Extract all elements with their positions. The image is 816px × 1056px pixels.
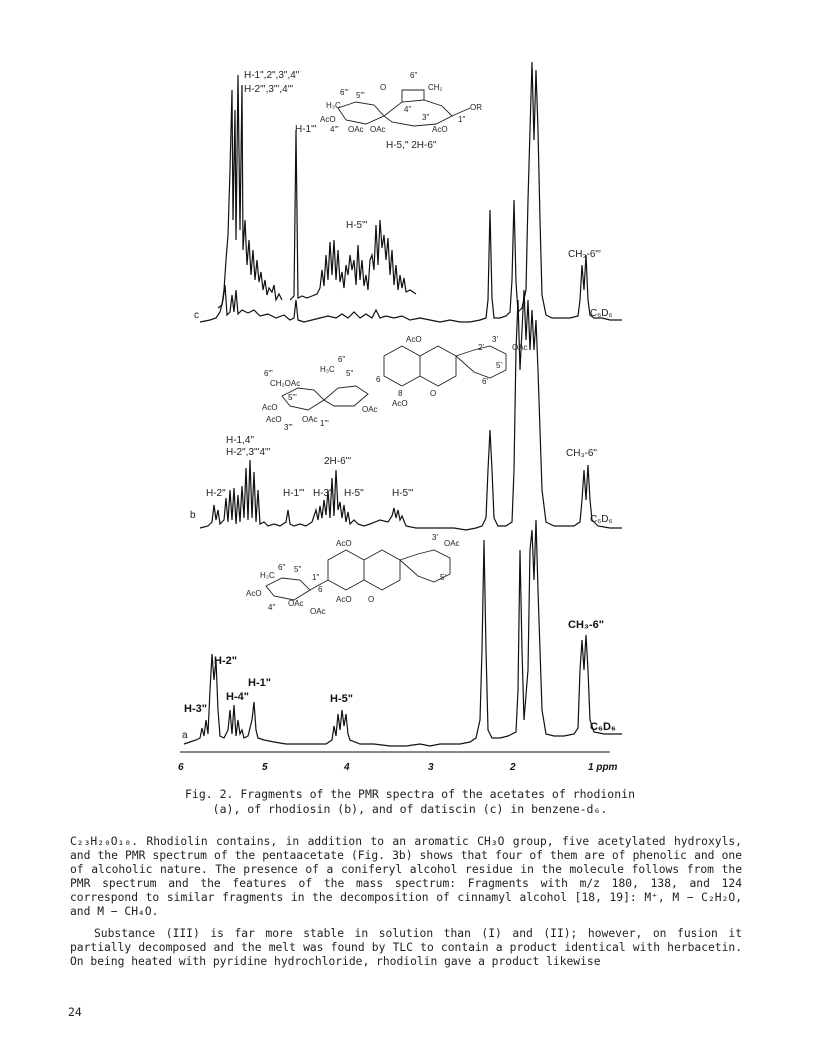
spectrum-b-peak-label: H-1,4"	[226, 435, 255, 446]
spectrum-a-solvent: C₆D₆	[590, 721, 616, 733]
paragraph: C₂₃H₂₀O₁₀. Rhodiolin contains, in addition to an aromatic CH₃O group, five acetylated hydroxyls, and the PMR spectrum of the pentaacetate (Fig. 3b) shows that four of them are of phenolic and one of alcoholic nature. The presence of a coniferyl alcohol residue in the molecule follows from the PMR spectrum and the features of the mass spectrum: Fragments with m/z 180, 138, and 124 correspond to similar fragments in the decomposition of cinnamyl alcohol [18, 19]: M⁺, M − C₂H₂O, and M − CH₄O.	[70, 835, 742, 918]
spectrum-b-id: b	[190, 510, 196, 521]
spectrum-b-peak-label: H-2",3"'4"'	[226, 447, 271, 458]
svg-text:AcO: AcO	[406, 335, 422, 344]
spectrum-a-peak-label: H-2"	[214, 655, 237, 667]
x-axis-tick-label: 3	[428, 762, 434, 773]
svg-text:O: O	[368, 595, 375, 604]
svg-text:3': 3'	[432, 533, 438, 542]
caption-line: Fig. 2. Fragments of the PMR spectra of the acetates of rhodionin	[184, 787, 636, 801]
svg-text:OR: OR	[470, 103, 482, 112]
spectrum-b-peak-label: 2H-6"'	[324, 456, 352, 467]
svg-text:6: 6	[318, 585, 323, 594]
spectrum-c-peak-label: H-2"',3"',4"'	[244, 84, 294, 95]
spectrum-a-peak-label: H-5"	[330, 693, 353, 705]
svg-text:3': 3'	[492, 335, 498, 344]
spectrum-c-peak-label: CH₃-6"'	[568, 249, 601, 260]
svg-text:3": 3"	[422, 113, 430, 122]
spectrum-a-peak-label: CH₃-6"	[568, 619, 604, 631]
spectrum-a	[182, 520, 622, 746]
svg-text:AcO: AcO	[392, 399, 408, 408]
svg-text:O: O	[380, 83, 387, 92]
svg-text:8: 8	[398, 389, 403, 398]
figure-caption	[150, 787, 670, 817]
spectrum-b-peak-label: H-5"	[344, 488, 364, 499]
spectrum-a-peak-label: H-1"	[248, 677, 271, 689]
svg-text:2': 2'	[478, 343, 484, 352]
svg-text:4": 4"	[404, 105, 412, 114]
spectrum-b-peak-label: H-1"'	[283, 488, 305, 499]
spectrum-a-id: a	[182, 730, 188, 741]
svg-text:4": 4"	[268, 603, 276, 612]
spectrum-a-structure	[246, 533, 460, 616]
svg-text:H₃C: H₃C	[260, 571, 275, 580]
svg-text:3"': 3"'	[284, 423, 293, 432]
spectrum-a-peak-label: H-4"	[226, 691, 249, 703]
svg-text:AcO: AcO	[336, 539, 352, 548]
spectrum-c-peak-label: H-1"'	[295, 124, 317, 135]
svg-text:5"': 5"'	[356, 91, 365, 100]
svg-text:AcO: AcO	[432, 125, 448, 134]
spectrum-c-structure	[320, 71, 482, 134]
svg-text:O: O	[430, 389, 437, 398]
spectrum-c	[194, 62, 622, 322]
spectrum-b-structure	[262, 335, 528, 432]
spectrum-c-solvent: C₆D₆	[590, 308, 613, 319]
svg-text:6": 6"	[278, 563, 286, 572]
svg-text:OAc: OAc	[302, 415, 318, 424]
svg-text:OAc: OAc	[370, 125, 386, 134]
paragraph: Substance (III) is far more stable in solution than (I) and (II); however, on fusion it partially decomposed and the melt was found by TLC to contain a product identical with herbacetin. On being heated with pyridine hydrochloride, rhodiolin gave a product likewise	[70, 927, 742, 968]
svg-text:H₃C: H₃C	[326, 101, 341, 110]
spectrum-b-solvent: C₆D₆	[590, 514, 613, 525]
spectrum-c-peak-label: H-5," 2H-6"	[386, 140, 437, 151]
x-axis-tick-label: 1 ppm	[588, 762, 618, 773]
page-number: 24	[68, 1005, 82, 1019]
svg-text:CH₂: CH₂	[428, 83, 443, 92]
svg-text:AcO: AcO	[246, 589, 262, 598]
body-text	[70, 835, 742, 977]
svg-text:5': 5'	[496, 361, 502, 370]
caption-line: (a), of rhodiosin (b), and of datiscin (c) in benzene-d₆.	[212, 802, 608, 816]
svg-text:AcO: AcO	[262, 403, 278, 412]
svg-text:5": 5"	[346, 369, 354, 378]
x-axis-tick-label: 4	[344, 762, 350, 773]
svg-text:1"': 1"'	[320, 419, 329, 428]
spectrum-a-peak-label: H-3"	[184, 703, 207, 715]
svg-text:OAc: OAc	[512, 343, 528, 352]
x-axis	[178, 752, 618, 773]
svg-text:5': 5'	[440, 573, 446, 582]
x-axis-tick-label: 5	[262, 762, 268, 773]
svg-text:CH₂OAc: CH₂OAc	[270, 379, 301, 388]
x-axis-tick-label: 6	[178, 762, 184, 773]
svg-text:AcO: AcO	[266, 415, 282, 424]
svg-text:5"': 5"'	[288, 393, 297, 402]
spectrum-b-peak-label: H-2"	[206, 488, 226, 499]
x-axis-tick-label: 2	[510, 762, 516, 773]
svg-text:6"': 6"'	[340, 88, 349, 97]
svg-text:1": 1"	[312, 573, 320, 582]
svg-text:H₃C: H₃C	[320, 365, 335, 374]
spectrum-b-peak-label: H-5"'	[392, 488, 414, 499]
svg-text:OAc: OAc	[362, 405, 378, 414]
svg-text:AcO: AcO	[336, 595, 352, 604]
svg-text:OAc: OAc	[310, 607, 326, 616]
svg-text:OAc: OAc	[348, 125, 364, 134]
svg-text:1": 1"	[458, 115, 466, 124]
spectrum-c-peak-label: H-1",2",3",4"	[244, 70, 300, 81]
svg-text:5": 5"	[294, 565, 302, 574]
svg-text:6": 6"	[338, 355, 346, 364]
svg-text:6': 6'	[482, 377, 488, 386]
spectrum-c-id: c	[194, 310, 199, 321]
svg-text:6: 6	[376, 375, 381, 384]
spectrum-c-peak-label: H-5"'	[346, 220, 368, 231]
spectrum-b-peak-label: H-3"	[313, 488, 333, 499]
spectrum-b	[190, 290, 622, 530]
svg-text:OAc: OAc	[288, 599, 304, 608]
svg-text:AcO: AcO	[320, 115, 336, 124]
svg-text:OAc: OAc	[444, 539, 460, 548]
svg-text:4"': 4"'	[330, 125, 339, 134]
svg-text:6": 6"	[410, 71, 418, 80]
pmr-spectra-figure	[170, 50, 640, 785]
spectrum-b-peak-label: CH₃-6"	[566, 448, 597, 459]
svg-text:6"': 6"'	[264, 369, 273, 378]
